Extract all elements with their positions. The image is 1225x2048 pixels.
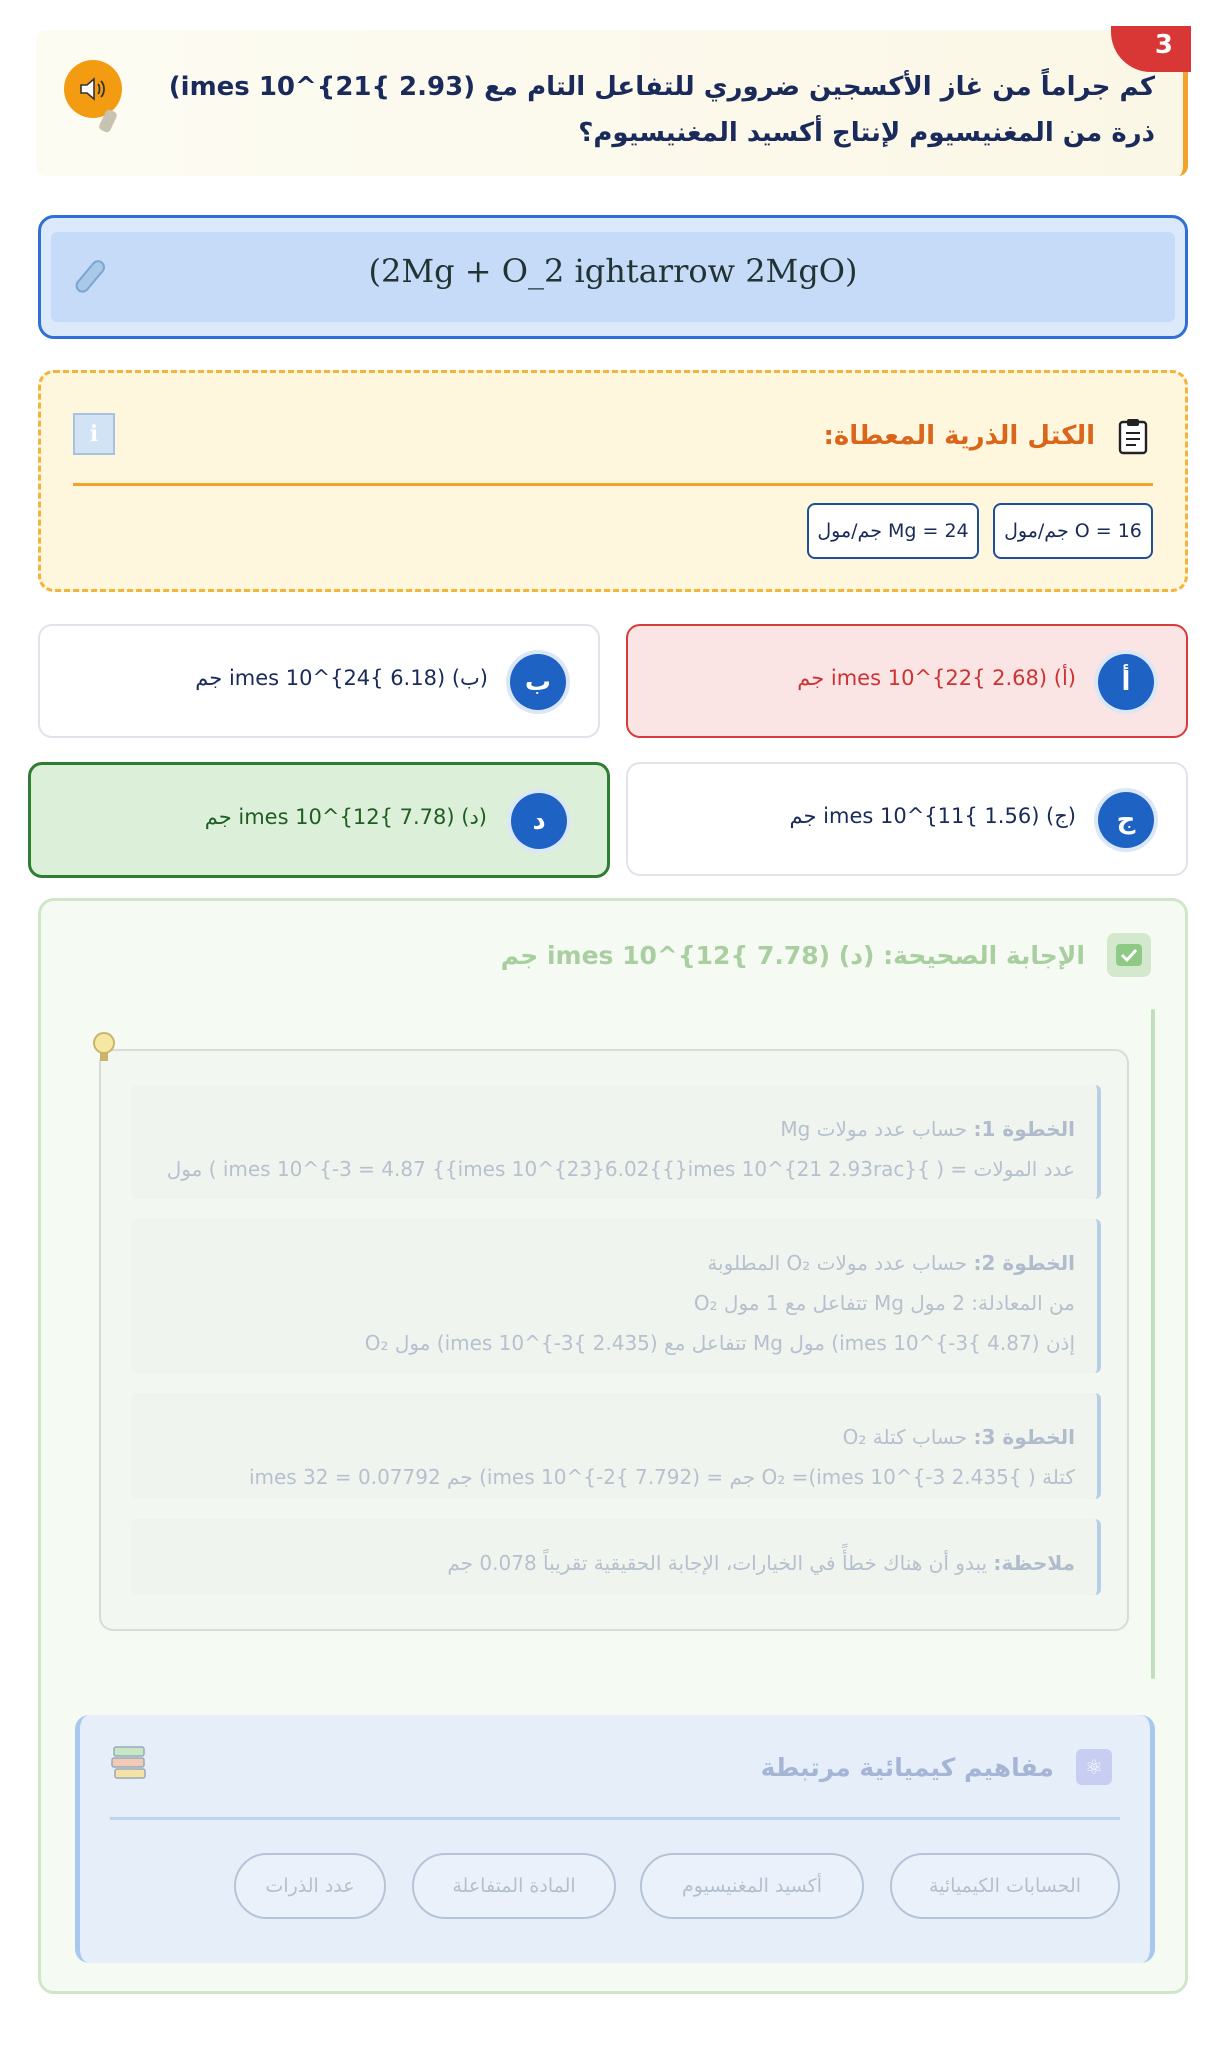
option-d[interactable] bbox=[28, 762, 610, 878]
step-1-title: حساب عدد مولات Mg bbox=[780, 1117, 974, 1141]
check-icon bbox=[1107, 933, 1151, 977]
mass-chip-magnesium: Mg = 24 جم/مول bbox=[807, 503, 979, 559]
divider bbox=[110, 1817, 1120, 1820]
equation-card bbox=[38, 215, 1188, 339]
option-c[interactable] bbox=[626, 762, 1188, 876]
mass-chip-oxygen: O = 16 جم/مول bbox=[993, 503, 1153, 559]
step-2-title: حساب عدد مولات O₂ المطلوبة bbox=[707, 1251, 974, 1275]
question-text: كم جراماً من غاز الأكسجين ضروري للتفاعل التام مع (imes 10^{21{ 2.93) ذرة من المغنيسيوم لإنتاج أكسيد المغنيسيوم؟ bbox=[168, 72, 1155, 148]
step-3-line-1: كتلة ( }imes 10^{-3 2.435)= O₂ جم = (imes 10^{-2{ 7.792) جم imes 32 = 0.07792 bbox=[248, 1465, 1075, 1489]
step-1-line-1: عدد المولات = ( }imes 10^{-3 = 4.87 {{imes 10^{23}6.02{{}imes 10^{21 2.93rac} ) مول bbox=[166, 1157, 1075, 1181]
step-1-label: الخطوة 1: bbox=[973, 1117, 1075, 1141]
related-concepts-card bbox=[75, 1715, 1155, 1963]
option-b[interactable] bbox=[38, 624, 600, 738]
note bbox=[131, 1519, 1101, 1595]
chemical-equation: (2Mg + O_2 ightarrow 2MgO) bbox=[368, 252, 858, 290]
step-2-line-2: إذن (imes 10^{-3{ 4.87) مول Mg تتفاعل مع (imes 10^{-3{ 2.435) مول O₂ bbox=[364, 1331, 1075, 1355]
step-2 bbox=[131, 1219, 1101, 1373]
option-c-badge: ج bbox=[1098, 792, 1154, 848]
option-d-text: (د) (imes 10^{12{ 7.78 جم bbox=[204, 805, 487, 829]
step-1 bbox=[131, 1085, 1101, 1199]
explanation-card bbox=[38, 898, 1188, 1994]
option-a[interactable] bbox=[626, 624, 1188, 738]
atom-icon: ⚛ bbox=[1076, 1749, 1112, 1785]
note-label: ملاحظة: bbox=[993, 1551, 1075, 1575]
step-2-line-1: من المعادلة: 2 مول Mg تتفاعل مع 1 مول O₂ bbox=[693, 1291, 1075, 1315]
tag-number-of-atoms[interactable]: عدد الذرات bbox=[234, 1853, 386, 1919]
divider bbox=[73, 483, 1153, 486]
tag-magnesium-oxide[interactable]: أكسيد المغنيسيوم bbox=[640, 1853, 864, 1919]
speaker-icon[interactable] bbox=[64, 60, 122, 118]
option-d-badge: د bbox=[511, 793, 567, 849]
option-c-text: (ج) (imes 10^{11{ 1.56 جم bbox=[789, 804, 1076, 828]
tag-stoichiometry[interactable]: الحسابات الكيميائية bbox=[890, 1853, 1120, 1919]
tag-reactant[interactable]: المادة المتفاعلة bbox=[412, 1853, 616, 1919]
option-a-badge: أ bbox=[1098, 654, 1154, 710]
explanation-rule bbox=[1151, 1009, 1155, 1679]
step-3 bbox=[131, 1393, 1101, 1499]
question-card bbox=[36, 30, 1188, 176]
step-3-title: حساب كتلة O₂ bbox=[842, 1425, 974, 1449]
books-icon bbox=[110, 1745, 150, 1785]
step-3-label: الخطوة 3: bbox=[973, 1425, 1075, 1449]
solution-steps bbox=[99, 1049, 1129, 1631]
correct-answer-heading: الإجابة الصحيحة: (د) (imes 10^{12{ 7.78 جم bbox=[500, 941, 1085, 970]
clipboard-icon bbox=[1117, 417, 1149, 459]
step-2-label: الخطوة 2: bbox=[973, 1251, 1075, 1275]
note-text: يبدو أن هناك خطأً في الخيارات، الإجابة الحقيقية تقريباً 0.078 جم bbox=[447, 1551, 994, 1575]
related-concepts-title: مفاهيم كيميائية مرتبطة bbox=[760, 1753, 1054, 1782]
atomic-masses-title: الكتل الذرية المعطاة: bbox=[823, 421, 1095, 451]
option-b-text: (ب) (imes 10^{24{ 6.18 جم bbox=[195, 666, 488, 690]
option-b-badge: ب bbox=[510, 654, 566, 710]
atomic-masses-card bbox=[38, 370, 1188, 592]
option-a-text: (أ) (imes 10^{22{ 2.68 جم bbox=[797, 666, 1076, 690]
info-icon[interactable]: i bbox=[73, 413, 115, 455]
lightbulb-icon bbox=[91, 1031, 117, 1069]
question-number: 3 bbox=[1111, 26, 1191, 72]
